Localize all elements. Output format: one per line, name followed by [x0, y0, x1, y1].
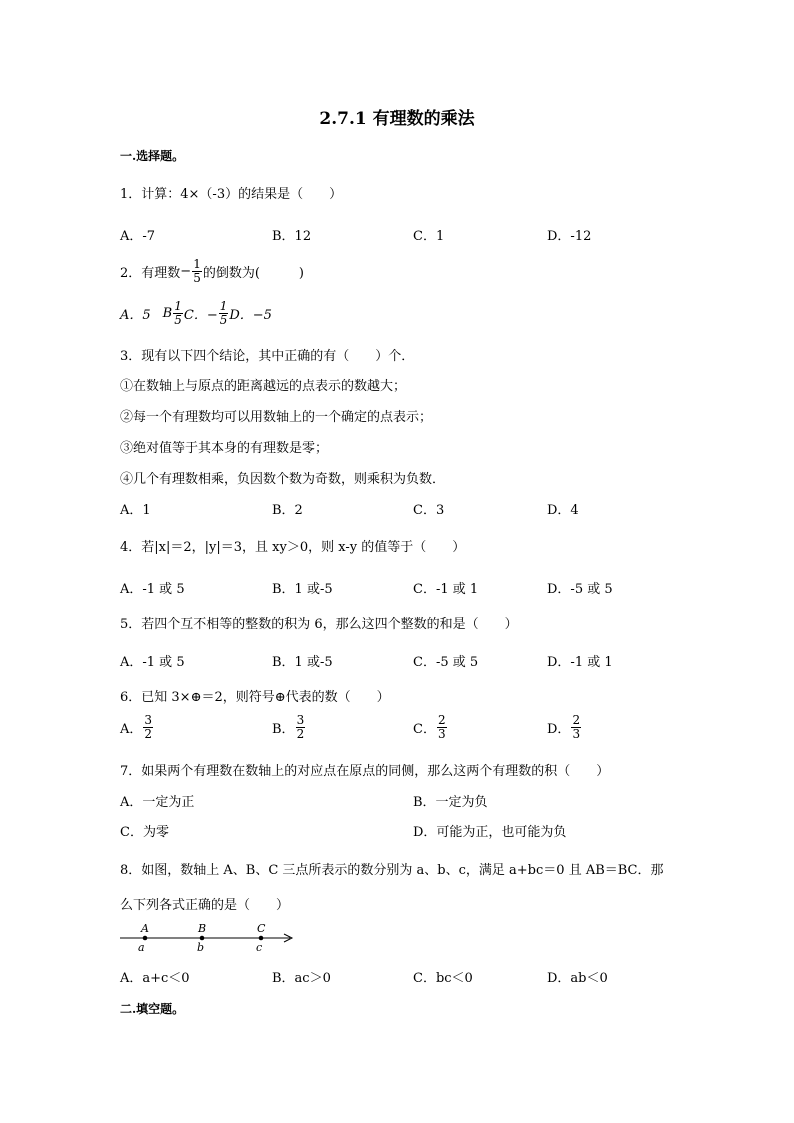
q2-option-b-den: 5: [174, 312, 182, 327]
q6-option-b-label: B．: [272, 721, 295, 737]
q8-option-c: C．bc＜0: [413, 971, 473, 986]
q2-option-a: A．5: [120, 307, 151, 323]
q2-option-c-fraction: [219, 300, 229, 326]
q7-option-a: A．一定为正: [120, 795, 195, 810]
q3-statement-4: ④几个有理数相乘，负因数个数为奇数，则乘积为负数．: [120, 472, 446, 487]
question-1-stem: 1．计算：4×（-3）的结果是（ ）: [120, 187, 343, 202]
q8-option-a: A．a+c＜0: [120, 971, 190, 986]
q6-option-a-fraction: [143, 714, 153, 740]
q2-minus: −: [180, 263, 192, 279]
q7-option-d: D．可能为正，也可能为负: [413, 825, 567, 840]
point-a: [143, 936, 148, 941]
page-title: 2.7.1 有理数的乘法: [319, 109, 475, 129]
q2-fraction: [192, 258, 202, 284]
q2-stem-suffix: 的倒数为( ): [202, 265, 304, 281]
value-a-label: a: [138, 941, 145, 954]
q6-option-b-den: 2: [296, 726, 305, 741]
question-6-stem: 6．已知 3×⊕＝2，则符号⊕代表的数（ ）: [120, 690, 390, 705]
q6-option-d-fraction: [571, 714, 581, 740]
q6-option-d-label: D．: [547, 721, 571, 737]
q3-statement-1: ①在数轴上与原点的距离越远的点表示的数越大；: [120, 379, 407, 394]
question-7-stem: 7．如果两个有理数在数轴上的对应点在原点的同侧，那么这两个有理数的积（ ）: [120, 764, 610, 779]
q6-option-d: [547, 714, 582, 740]
q4-option-b: B．1 或-5: [272, 582, 333, 597]
q2-stem-prefix: 2．有理数: [120, 265, 181, 281]
q8-option-b: B．ac＞0: [272, 971, 331, 986]
question-4-stem: 4．若|x|＝2，|y|＝3，且 xy＞0，则 x-y 的值等于（ ）: [120, 540, 466, 555]
q1-option-c: C．1: [413, 229, 445, 244]
q5-option-a: A．-1 或 5: [120, 655, 185, 670]
question-8-stem-line1: 8．如图，数轴上 A、B、C 三点所表示的数分别为 a、b、c，满足 a+bc＝0 且 AB＝BC．那: [120, 863, 664, 878]
q3-statement-2: ②每一个有理数均可以用数轴上的一个确定的点表示；: [120, 410, 433, 425]
q5-option-d: D．-1 或 1: [547, 655, 613, 670]
q6-option-c-label: C．: [413, 721, 436, 737]
q3-option-d: D．4: [547, 503, 579, 518]
number-line-figure: [118, 918, 298, 958]
q5-option-b: B．1 或-5: [272, 655, 333, 670]
point-b-label: B: [198, 922, 207, 935]
question-8-stem-line2: 么下列各式正确的是（ ）: [120, 898, 290, 913]
value-c-label: c: [256, 941, 263, 954]
value-b-label: b: [197, 941, 205, 954]
q3-option-b: B．2: [272, 503, 303, 518]
q6-option-d-den: 3: [572, 726, 581, 741]
q3-option-c: C．3: [413, 503, 445, 518]
q2-option-c-den: 5: [219, 312, 228, 327]
point-c-label: C: [257, 922, 266, 935]
q6-option-c-fraction: [437, 714, 447, 740]
q6-option-d-num: 2: [572, 713, 581, 727]
q6-option-a: [120, 714, 154, 740]
q6-option-a-den: 2: [144, 726, 153, 741]
q2-frac-den: 5: [193, 270, 201, 285]
q4-option-d: D．-5 或 5: [547, 582, 613, 597]
q1-option-d: D．-12: [547, 229, 592, 244]
question-2-stem: [120, 258, 304, 284]
point-b: [200, 936, 205, 941]
section-heading-choice: 一.选择题。: [120, 149, 185, 163]
q2-option-c-num: 1: [219, 299, 228, 313]
q6-option-c: [413, 714, 448, 740]
q6-option-b-num: 3: [296, 713, 305, 727]
question-3-stem: 3．现有以下四个结论，其中正确的有（ ）个．: [120, 349, 415, 364]
q6-option-b-fraction: [296, 714, 306, 740]
point-c: [259, 936, 264, 941]
q1-option-a: A．-7: [120, 229, 156, 244]
q8-option-d: D．ab＜0: [547, 971, 608, 986]
q2-option-b-num: 1: [174, 299, 182, 313]
q6-option-b: [272, 714, 306, 740]
q2-option-b-fraction: [173, 300, 183, 326]
q2-option-c: C．−: [183, 307, 218, 323]
q2-frac-num: 1: [193, 257, 201, 271]
section-heading-fill: 二.填空题。: [120, 1002, 185, 1016]
q5-option-c: C．-5 或 5: [413, 655, 479, 670]
point-a-label: A: [141, 922, 149, 935]
question-5-stem: 5．若四个互不相等的整数的积为 6，那么这四个整数的和是（ ）: [120, 617, 518, 632]
q4-option-a: A．-1 或 5: [120, 582, 185, 597]
q6-option-c-den: 3: [437, 726, 446, 741]
q7-option-c: C．为零: [120, 825, 169, 840]
q1-option-b: B．12: [272, 229, 312, 244]
q6-option-c-num: 2: [437, 713, 446, 727]
q3-option-a: A．1: [120, 503, 151, 518]
q6-option-a-num: 3: [144, 713, 153, 727]
q4-option-c: C．-1 或 1: [413, 582, 479, 597]
q7-option-b: B．一定为负: [413, 795, 488, 810]
q6-option-a-label: A．: [120, 721, 143, 737]
q2-option-d: D．−5: [229, 307, 272, 323]
q3-statement-3: ③绝对值等于其本身的有理数是零；: [120, 441, 329, 456]
q2-options: [120, 300, 272, 326]
q2-option-b: B: [162, 305, 173, 321]
